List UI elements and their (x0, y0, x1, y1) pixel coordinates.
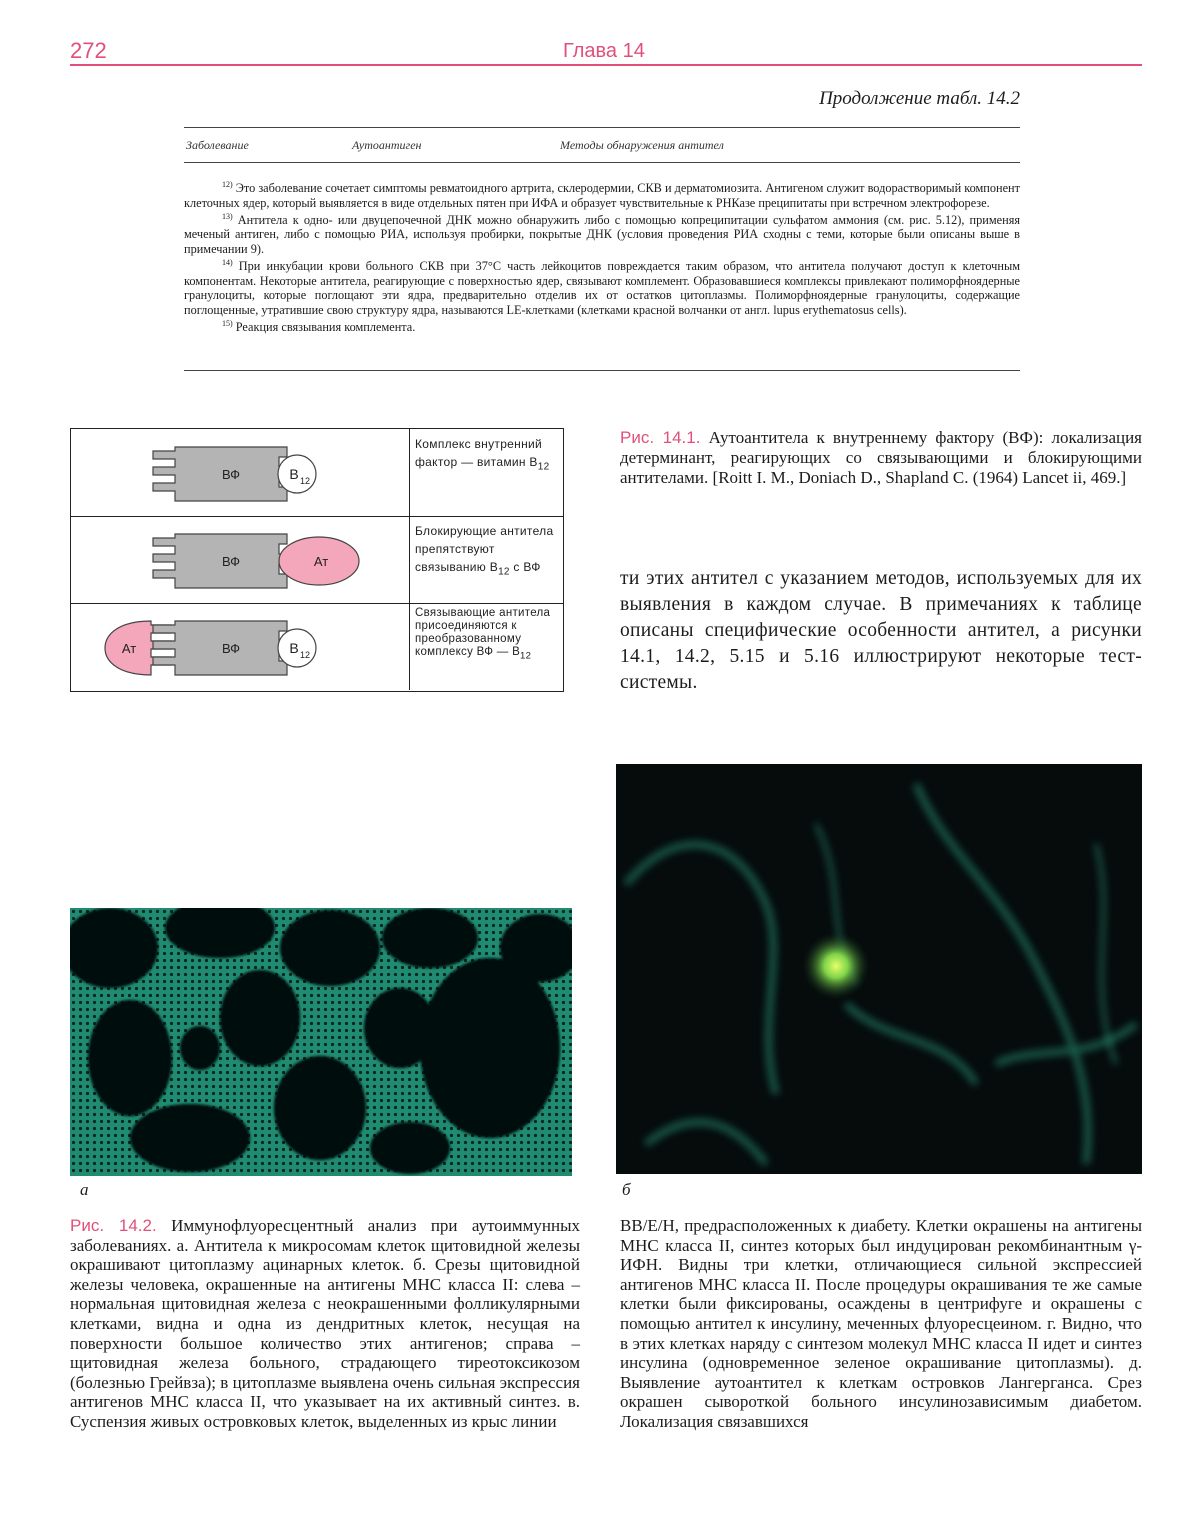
diagram-row-blocking (71, 516, 563, 604)
svg-text:Ат: Ат (121, 641, 137, 656)
page-number: 272 (70, 38, 107, 63)
figure-14-1-diagram (70, 428, 564, 692)
figure-14-1-number: Рис. 14.1. (620, 428, 701, 447)
vf-b12-complex-graphic (71, 429, 409, 516)
body-paragraph: ти этих антител с указанием методов, используемых для их выявления в каждом случае. В примечаниях к таблице описаны специфические особенности антител, а рисунки 14.1, 14.2, 5.15 и 5.16 иллюстрируют некоторые тест-системы. (620, 568, 1142, 693)
diagram-label-blocking: Блокирующие антитела препятствуют связыванию $B_{12}$ с ВФ (415, 524, 554, 578)
figure-14-1-caption: Рис. 14.1. Аутоантитела к внутреннему фактору (ВФ): локализация детерминант, реагирующих со связывающими и блокирующими антителами. [Roitt I. M., Doniach D., Shapland C. (1964) Lancet ii, 469.] (620, 428, 1142, 487)
binding-antibody-graphic (71, 603, 409, 690)
header-rule (70, 64, 1142, 66)
panel-label-a: а (80, 1180, 89, 1199)
diagram-label-complex: Комплекс внутренний фактор — витамин $B_{12}$ (415, 437, 550, 473)
figure-14-2-caption-right: BB/E/H, предрасположенных к диабету. Клетки окрашены на антигены МНС класса II, синтез которых был индуцирован рекомбинантным γ-ИФН. Видны три клетки, отличающиеся сильной экспрессией антигенов МНС класса II. После процедуры окрашивания те же самые клетки были фиксированы, осаждены в центрифуге и окрашены с помощью антител к инсулину, меченных флуоресцеином. г. Видно, что в этих клетках наряду с синтезом молекул МНС класса II идет и синтез инсулина (одновременное зеленое окрашивание цитоплазмы). д. Выявление аутоантител к клеткам островков Лангерганса. Срез окрашен сывороткой больного инсулинозависимым диабетом. Локализация связавшихся (620, 1216, 1142, 1431)
svg-text:Ат: Ат (313, 554, 329, 569)
table-column-methods: Методы обнаружения антител (560, 138, 724, 152)
table-notes (184, 178, 1020, 334)
micrograph-b-image (616, 764, 1142, 1174)
figure-14-2-caption-left: Рис. 14.2. Иммунофлуоресцентный анализ при аутоиммунных заболеваниях. а. Антитела к микросомам клеток щитовидной железы окрашивают цитоплазму ацинарных клеток. б. Срезы щитовидной железы человека, окрашенные на антигены МНС класса II: слева – нормальная щитовидная железа с неокрашенными фолликулярными клетками, видна и одна из дендритных клеток, несущая на поверхности большое количество этих антигенов; справа – щитовидная железа больного, страдающего тиреотоксикозом (болезнью Грейвза); в цитоплазме выявлена очень сильная экспрессия антигенов МНС класса II, что указывает на их активный синтез. в. Суспензия живых островковых клеток, выделенных из крыс линии (70, 1216, 580, 1431)
panel-label-b: б (622, 1180, 631, 1199)
table-column-autoantigen: Аутоантиген (352, 138, 422, 152)
table-note: $^{14)}$ При инкубации крови больного СКВ при 37°С часть лейкоцитов повреждается таким образом, что антитела получают доступ к клеточным компонентам. Некоторые антитела, реагирующие с поверхностью ядер, связывают комплемент. Образовавшиеся комплексы привлекают полиморфноядерные гранулоциты, которые поглощают эти ядра, предварительно отделив их от остатков цитоплазмы. Полиморфноядерные гранулоциты, содержащие поглощенные, утратившие свою структуру ядра, называются LE-клетками (клетками красной волчанки от англ. lupus erythematosus cells). (184, 258, 1020, 317)
table-top-rule (184, 127, 1020, 128)
svg-text:12: 12 (299, 476, 311, 486)
svg-text:ВФ: ВФ (221, 467, 241, 482)
svg-text:ВФ: ВФ (221, 554, 241, 569)
micrograph-a-image (70, 908, 572, 1176)
chapter-title: Глава 14 (563, 40, 645, 62)
figure-14-2-number: Рис. 14.2. (70, 1216, 157, 1235)
table-column-disease: Заболевание (186, 138, 249, 152)
svg-text:12: 12 (299, 650, 311, 660)
table-bottom-rule (184, 370, 1020, 371)
svg-text:B: B (289, 466, 299, 482)
blocking-antibody-graphic (71, 516, 409, 603)
table-note: $^{15)}$ Реакция связывания комплемента. (222, 318, 416, 335)
table-continuation: Продолжение табл. 14.2 (819, 88, 1020, 109)
table-note: $^{12)}$ Это заболевание сочетает симптомы ревматоидного артрита, склеродермии, СКВ и дерматомиозита. Антигеном служит водорастворимый компонент клеточных ядер, который выявляется в виде отдельных пятен при ИФА и образует чувствительные к РНКазе преципитаты при встречном электрофорезе. (184, 180, 1020, 210)
svg-text:ВФ: ВФ (221, 641, 241, 656)
diagram-label-binding: Связывающие антитела присоединяются к преобразованному комплексу ВФ — $B_{12}$ (415, 607, 551, 662)
diagram-row-binding (71, 603, 563, 690)
table-note: $^{13)}$ Антитела к одно- или двуцепочечной ДНК можно обнаружить либо с помощью копреципитации сульфатом аммония (см. рис. 5.12), применяя меченый антиген, либо с помощью РИА, используя пробирки, покрытые ДНК (условия проведения РИА сходны с теми, которые были описаны выше в примечании 9). (184, 211, 1021, 256)
svg-text:B: B (289, 640, 299, 656)
diagram-row-complex (71, 429, 563, 517)
table-header-rule (184, 162, 1020, 163)
